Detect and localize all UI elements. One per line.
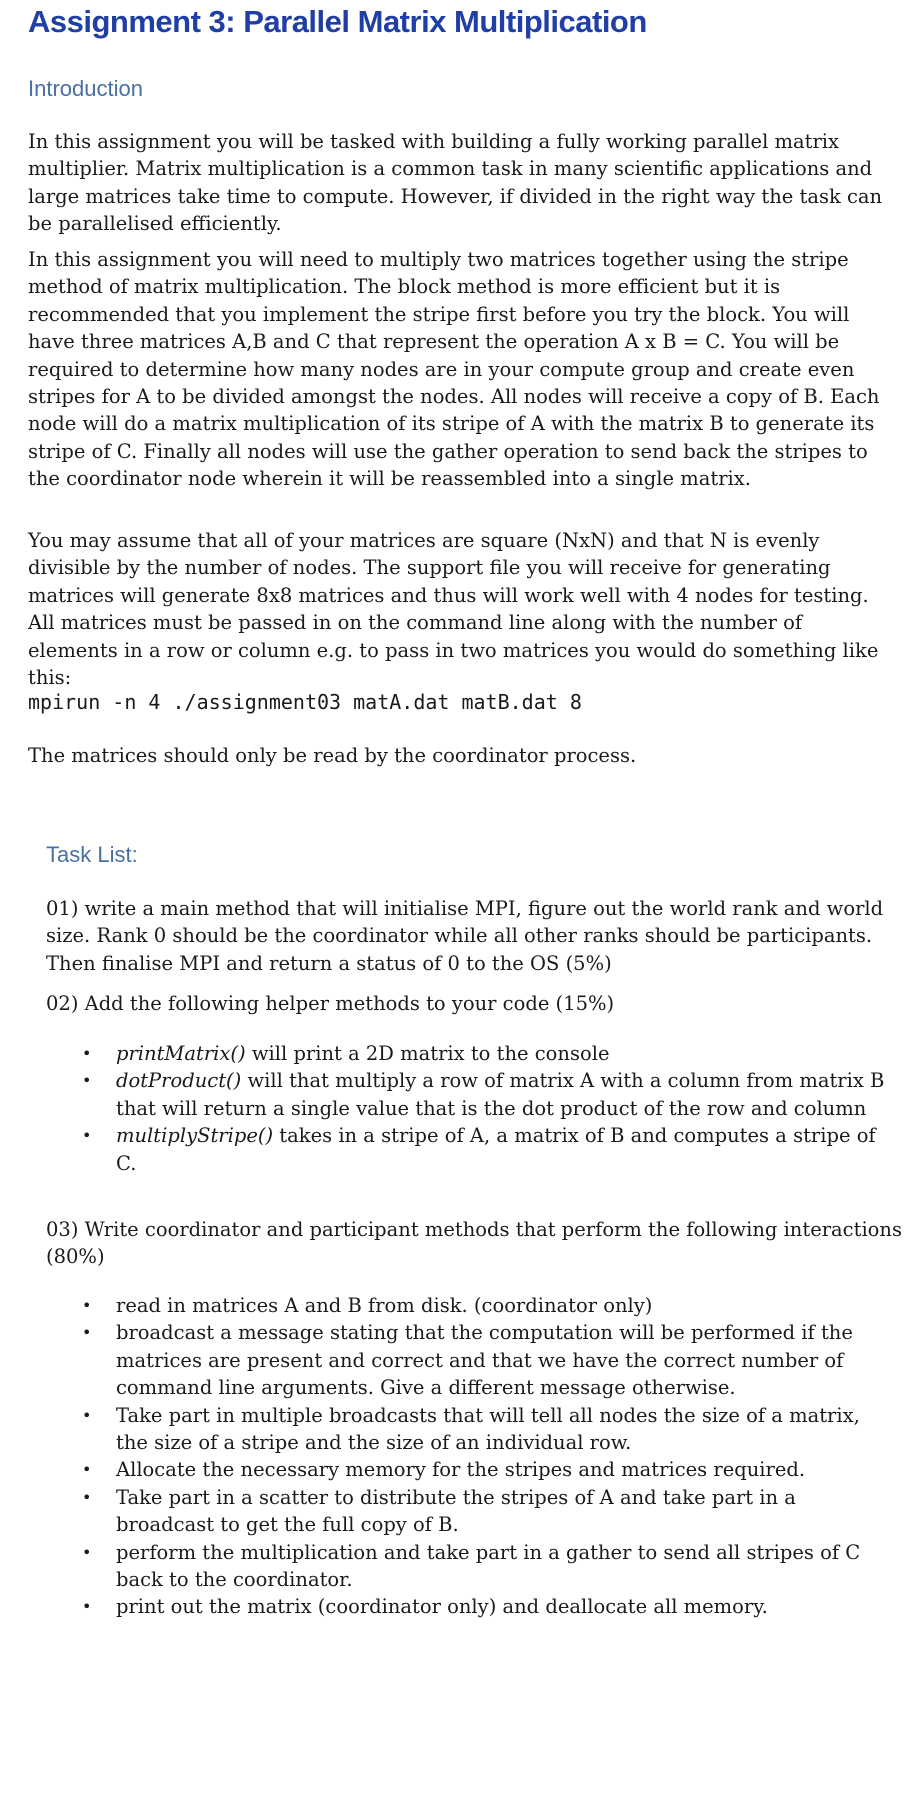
method-description: takes in a stripe of A, a matrix of B and computes a stripe of C. [116, 1124, 876, 1175]
list-item [46, 1402, 886, 1457]
list-item-text: print out the matrix (coordinator only) and deallocate all memory. [116, 1595, 768, 1619]
list-item [46, 1456, 886, 1483]
bullet-icon: • [82, 1542, 92, 1562]
bullet-icon: • [82, 1044, 92, 1063]
task-list-heading: Task List: [46, 842, 138, 867]
list-item-text: perform the multiplication and take part in a gather to send all stripes of C back to the coordinator. [116, 1540, 861, 1592]
helper-methods-list [46, 1040, 886, 1177]
list-item [46, 1067, 886, 1122]
command-line-example: mpirun -n 4 ./assignment03 matA.dat matB.dat 8 [28, 690, 582, 714]
intro-paragraph-2: In this assignment you will need to multiply two matrices together using the stripe method of matrix multiplication. The block method is more efficient but it is recommended that you implement the stripe first before you try the block. You will have three matrices A,B and C that represent the operation A x B = C. You will be required to determine how many nodes are in your compute group and create even stripes for A to be divided amongst the nodes. All nodes will receive a copy of B. Each node will do a matrix multiplication of its stripe of A with the matrix B to generate its stripe of C. Finally all nodes will use the gather operation to send back the stripes to the coordinator node wherein it will be reassembled into a single matrix. [28, 248, 880, 491]
task-01: 01) write a main method that will initialise MPI, figure out the world rank and world size. Rank 0 should be the coordinator while all other ranks should be participants. Then finalise MPI and return a status of 0 to the OS (5%) [46, 897, 884, 975]
method-description: will print a 2D matrix to the console [245, 1042, 610, 1065]
list-item-text: broadcast a message stating that the computation will be performed if the matrices are present and correct and that we have the correct number of command line arguments. Give a different message otherwise. [116, 1321, 853, 1400]
bullet-icon: • [82, 1487, 92, 1507]
interactions-list [46, 1292, 886, 1621]
bullet-icon: • [82, 1323, 92, 1343]
method-name: multiplyStripe() [116, 1124, 274, 1148]
bullet-icon: • [82, 1405, 92, 1425]
method-name: dotProduct() [116, 1069, 242, 1093]
list-item [46, 1040, 886, 1067]
list-item-text: read in matrices A and B from disk. (coordinator only) [116, 1294, 653, 1317]
bullet-icon: • [82, 1071, 92, 1091]
introduction-heading: Introduction [28, 76, 143, 101]
intro-paragraph-3: You may assume that all of your matrices are square (NxN) and that N is evenly divisible by the number of nodes. The support file you will receive for generating matrices will generate 8x8 matrices and thus will work well with 4 nodes for testing. All matrices must be passed in on the command line along with the number of elements in a row or column e.g. to pass in two matrices you would do something like this: [28, 529, 879, 690]
list-item [46, 1319, 886, 1401]
bullet-icon: • [82, 1460, 92, 1480]
intro-paragraph-4: The matrices should only be read by the coordinator process. [28, 744, 637, 767]
list-item [46, 1593, 886, 1620]
bullet-icon: • [82, 1296, 92, 1315]
task-02: 02) Add the following helper methods to your code (15%) [46, 992, 615, 1015]
list-item [46, 1484, 886, 1539]
intro-paragraph-1: In this assignment you will be tasked with building a fully working parallel matrix multiplier. Matrix multiplication is a common task in many scientific applications and large matrices take time to compute. However, if divided in the right way the task can be parallelised efficiently. [28, 130, 883, 236]
method-description: will that multiply a row of matrix A with a column from matrix B that will return a single value that is the dot product of the row and column [116, 1069, 885, 1120]
list-item-text: Allocate the necessary memory for the stripes and matrices required. [116, 1458, 806, 1482]
list-item-text: Take part in multiple broadcasts that will tell all nodes the size of a matrix, the size of a stripe and the size of an individual row. [116, 1403, 860, 1455]
bullet-icon: • [82, 1597, 92, 1617]
list-item-text: Take part in a scatter to distribute the stripes of A and take part in a broadcast to get the full copy of B. [116, 1485, 796, 1537]
list-item [46, 1539, 886, 1594]
list-item [46, 1122, 886, 1177]
list-item [46, 1292, 886, 1319]
task-03: 03) Write coordinator and participant methods that perform the following interactions (80%) [46, 1218, 902, 1269]
document-title: Assignment 3: Parallel Matrix Multiplication [28, 4, 647, 39]
bullet-icon: • [82, 1126, 92, 1146]
method-name: printMatrix() [116, 1042, 246, 1065]
